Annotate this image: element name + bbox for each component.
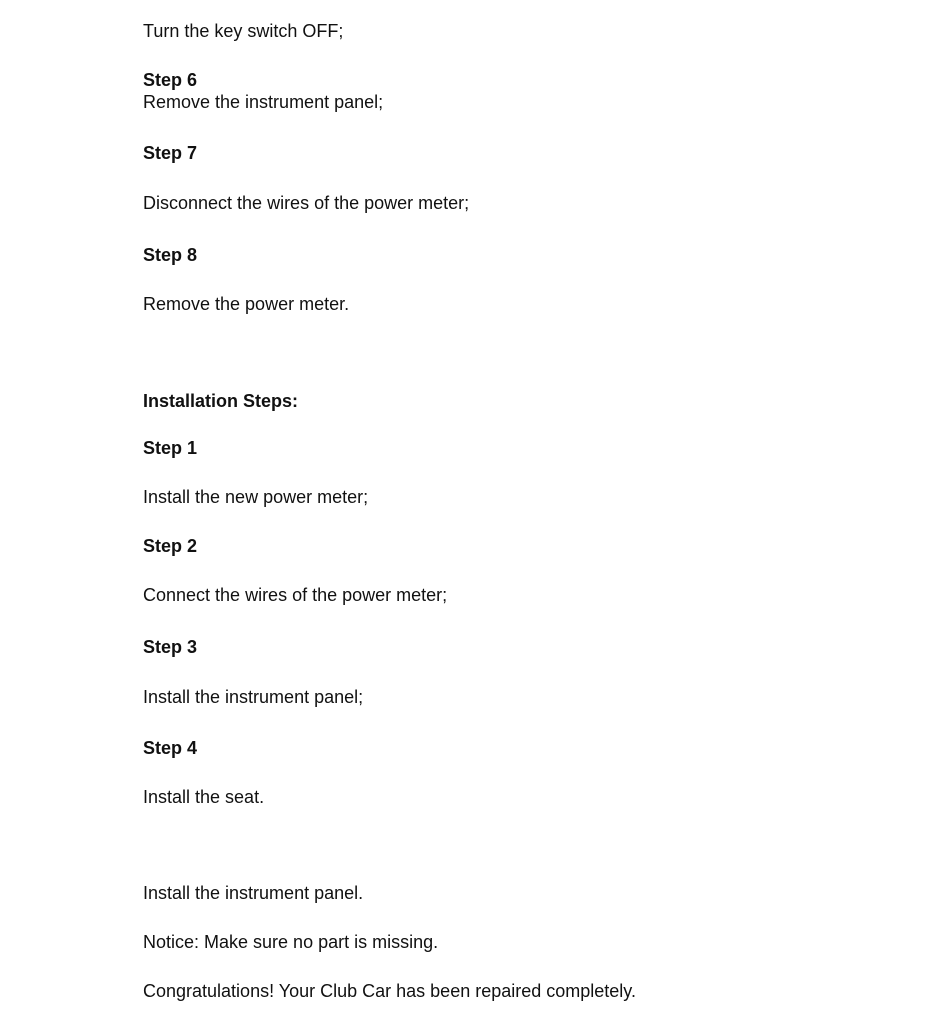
step7-text: Disconnect the wires of the power meter; xyxy=(143,193,470,213)
step6-text: Remove the instrument panel; xyxy=(143,92,384,112)
notice-text: Notice: Make sure no part is missing. xyxy=(143,932,439,952)
install-step2-heading: Step 2 xyxy=(143,536,198,556)
step8-text: Remove the power meter. xyxy=(143,294,350,314)
install-step1-text: Install the new power meter; xyxy=(143,487,369,507)
install-step3-text: Install the instrument panel; xyxy=(143,687,364,707)
install-step3-heading: Step 3 xyxy=(143,637,198,657)
congratulations-text: Congratulations! Your Club Car has been repaired completely. xyxy=(143,981,636,1001)
step8-heading: Step 8 xyxy=(143,245,198,265)
intro-text: Turn the key switch OFF; xyxy=(143,21,344,41)
step7-heading: Step 7 xyxy=(143,143,198,163)
install-step4-text: Install the seat. xyxy=(143,787,265,807)
installation-heading: Installation Steps: xyxy=(143,391,299,411)
install-step1-heading: Step 1 xyxy=(143,438,198,458)
step6-heading: Step 6 xyxy=(143,70,198,90)
install-step2-text: Connect the wires of the power meter; xyxy=(143,585,448,605)
install-step4-heading: Step 4 xyxy=(143,738,198,758)
final-step-text: Install the instrument panel. xyxy=(143,883,364,903)
